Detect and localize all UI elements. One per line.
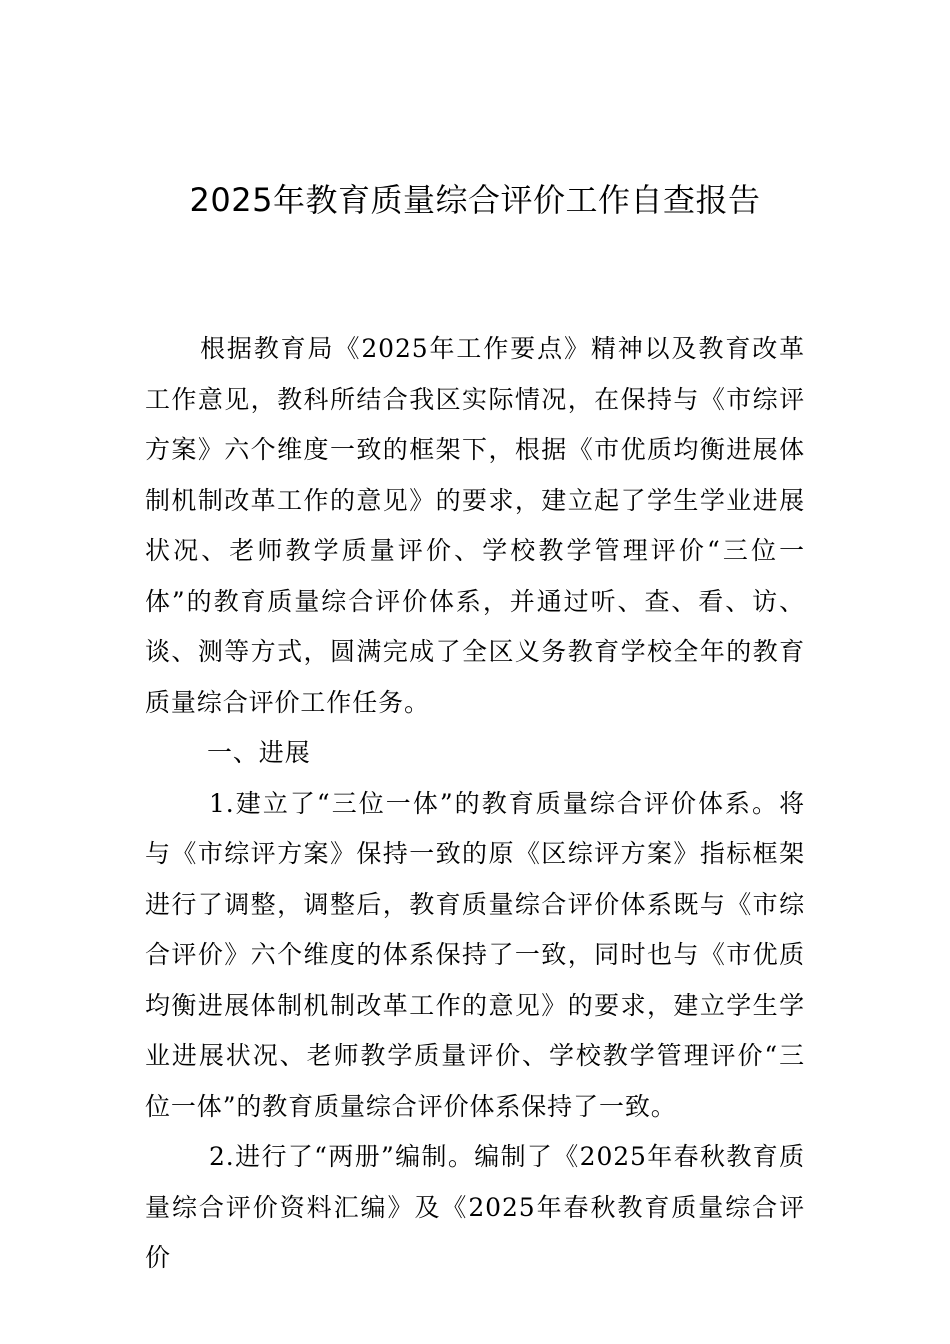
progress-item-2: 2.进行了“两册”编制。编制了《2025年春秋教育质量综合评价资料汇编》及《2025年春秋教育质量综合评价 — [145, 1142, 805, 1272]
document-body — [145, 324, 805, 1284]
section-heading-progress: 一、进展 — [207, 738, 311, 767]
intro-paragraph: 根据教育局《2025年工作要点》精神以及教育改革工作意见，教科所结合我区实际情况，在保持与《市综评方案》六个维度一致的框架下，根据《市优质均衡进展体制机制改革工作的意见》的要求，建立起了学生学业进展状况、老师教学质量评价、学校教学管理评价“三位一体”的教育质量综合评价体系，并通过听、查、看、访、谈、测等方式，圆满完成了全区义务教育学校全年的教育质量综合评价工作任务。 — [145, 334, 805, 717]
document-title: 2025年教育质量综合评价工作自查报告 — [189, 181, 761, 219]
progress-item-1: 1.建立了“三位一体”的教育质量综合评价体系。将与《市综评方案》保持一致的原《区综评方案》指标框架进行了调整，调整后，教育质量综合评价体系既与《市综合评价》六个维度的体系保持了一致，同时也与《市优质均衡进展体制机制改革工作的意见》的要求，建立学生学业进展状况、老师教学质量评价、学校教学管理评价“三位一体”的教育质量综合评价体系保持了一致。 — [145, 788, 805, 1121]
